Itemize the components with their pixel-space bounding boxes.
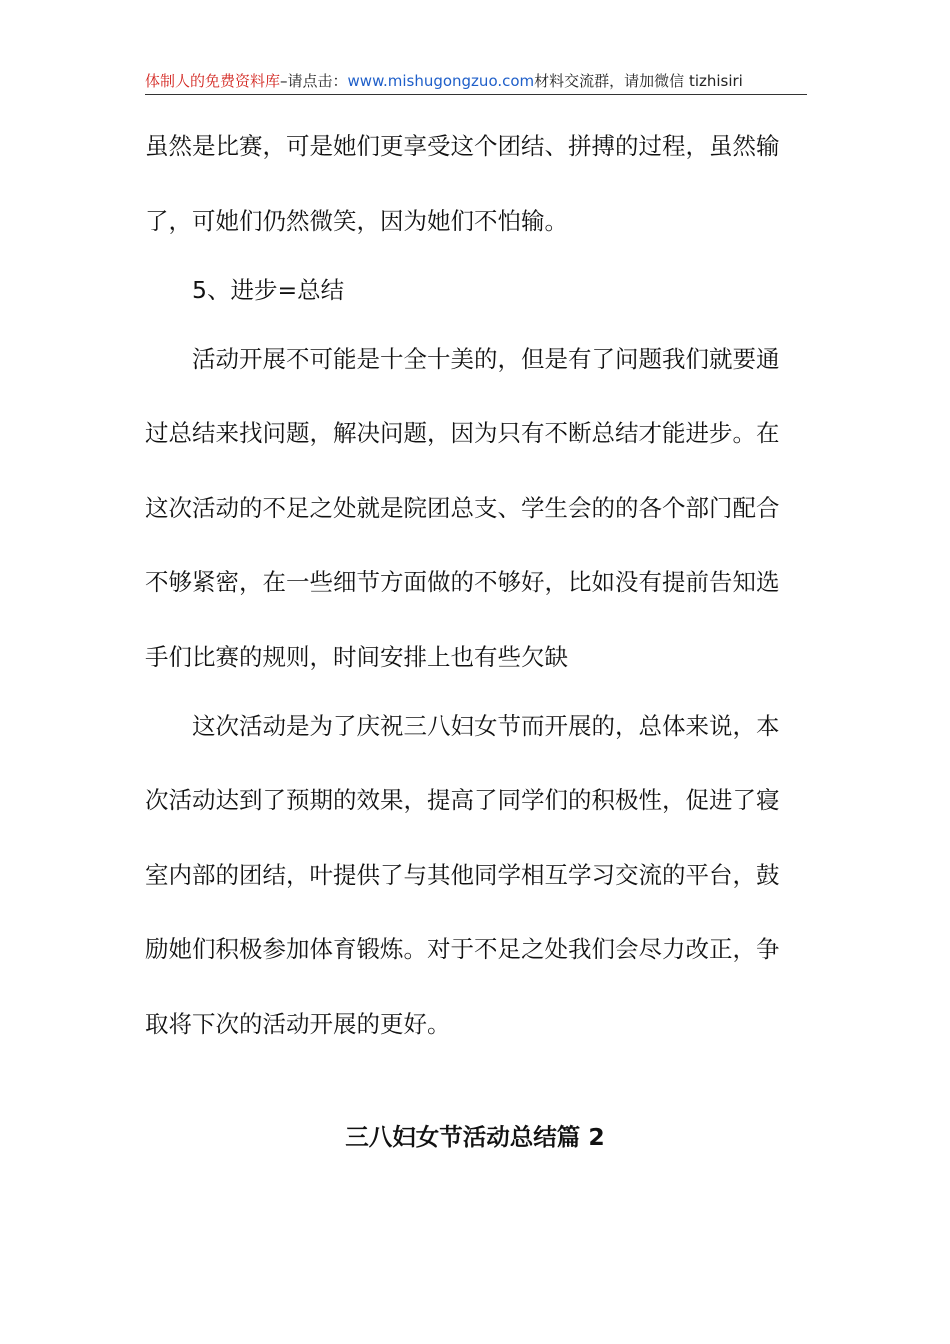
paragraph-line: 这次活动的不足之处就是院团总支、学生会的的各个部门配合	[145, 494, 780, 522]
header-brand: 体制人的免费资料库	[145, 72, 281, 90]
paragraph-line: 活动开展不可能是十全十美的，但是有了问题我们就要通	[192, 345, 780, 373]
paragraph-line: 虽然是比赛，可是她们更享受这个团结、拼搏的过程，虽然输	[145, 132, 780, 160]
paragraph-line: 次活动达到了预期的效果，提高了同学们的积极性，促进了寝	[145, 786, 780, 814]
paragraph-line: 了，可她们仍然微笑，因为她们不怕输。	[145, 207, 568, 235]
page-header	[145, 70, 807, 95]
paragraph-line: 励她们积极参加体育锻炼。对于不足之处我们会尽力改正，争	[145, 935, 780, 963]
paragraph-line: 手们比赛的规则，时间安排上也有些欠缺	[145, 643, 568, 671]
header-contact-text: 材料交流群，请加微信 tizhisiri	[534, 72, 743, 90]
paragraph-line: 室内部的团结，叶提供了与其他同学相互学习交流的平台，鼓	[145, 861, 780, 889]
section-title: 三八妇女节活动总结篇 2	[345, 1123, 605, 1151]
subheading: 5、进步=总结	[192, 276, 345, 304]
header-website-link[interactable]: www.mishugongzuo.com	[347, 72, 535, 90]
paragraph-line: 不够紧密，在一些细节方面做的不够好，比如没有提前告知选	[145, 568, 780, 596]
paragraph-line: 这次活动是为了庆祝三八妇女节而开展的，总体来说，本	[192, 712, 780, 740]
paragraph-line: 过总结来找问题，解决问题，因为只有不断总结才能进步。在	[145, 419, 780, 447]
paragraph-line: 取将下次的活动开展的更好。	[145, 1010, 451, 1038]
header-prompt: –请点击：	[280, 72, 348, 90]
